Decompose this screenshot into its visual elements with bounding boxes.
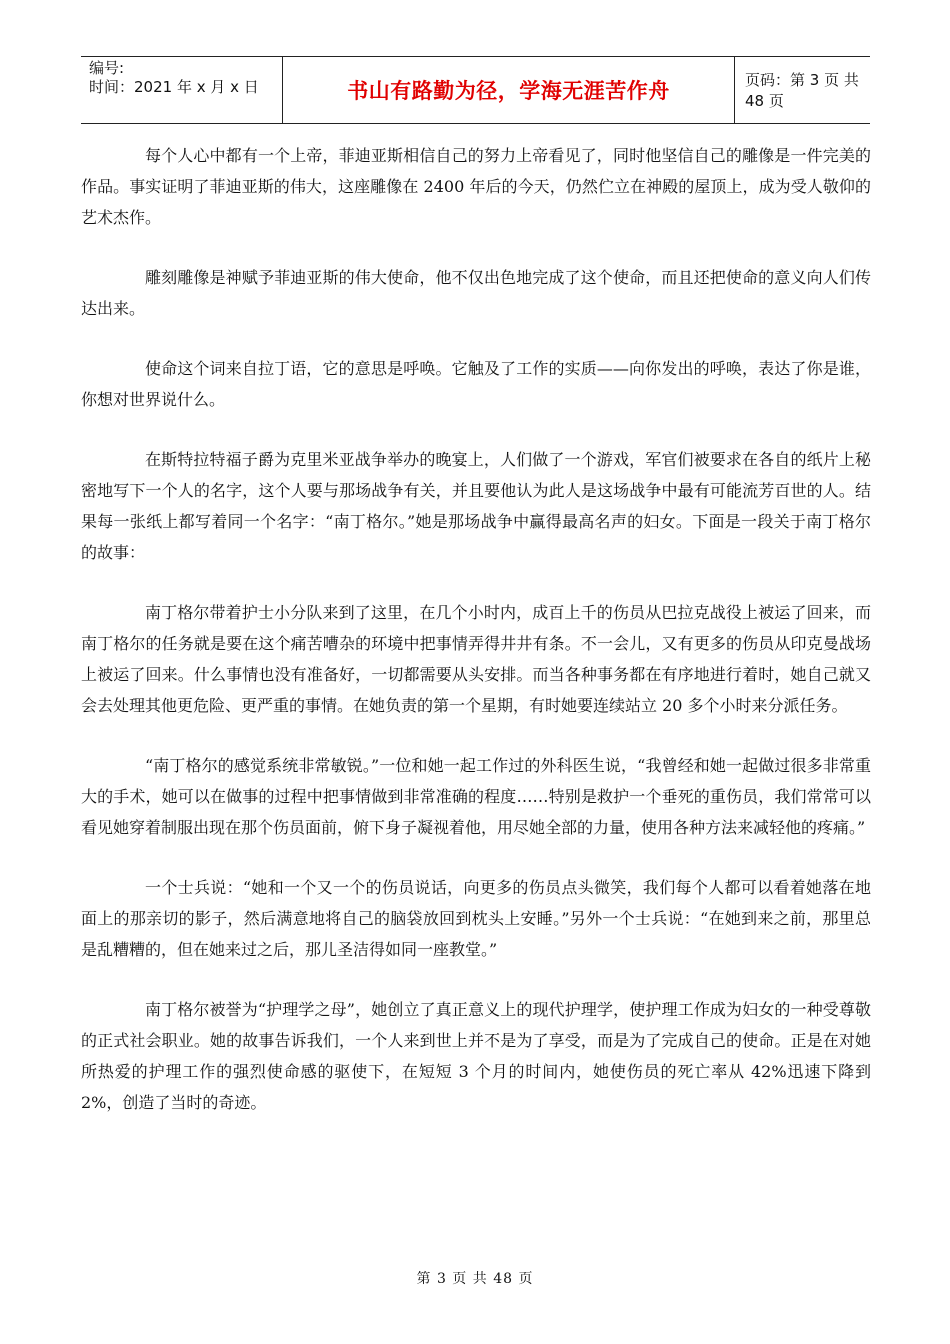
header-page-info: 页码：第 3 页 共 48 页 [745, 71, 859, 110]
document-header [81, 56, 870, 124]
header-meta-cell [81, 57, 283, 123]
body-paragraph: 南丁格尔带着护士小分队来到了这里，在几个小时内，成百上千的伤员从巴拉克战役上被运了回来，而南丁格尔的任务就是要在这个痛苦嘈杂的环境中把事情弄得井井有条。不一会儿，又有更多的伤员从印克曼战场上被运了回来。什么事情也没有准备好，一切都需要从头安排。而当各种事务都在有序地进行着时，她自己就又会去处理其他更危险、更严重的事情。在她负责的第一个星期，有时她要连续站立 20 多个小时来分派任务。 [81, 603, 871, 715]
document-number-label: 编号: [89, 59, 125, 77]
body-paragraph: 一个士兵说：“她和一个又一个的伤员说话，向更多的伤员点头微笑，我们每个人都可以看着她落在地面上的那亲切的影子，然后满意地将自己的脑袋放回到枕头上安睡。”另外一个士兵说：“在她到来之前，那里总是乱糟糟的，但在她来过之后，那儿圣洁得如同一座教堂。” [81, 878, 871, 959]
body-paragraph: “南丁格尔的感觉系统非常敏锐。”一位和她一起工作过的外科医生说，“我曾经和她一起做过很多非常重大的手术，她可以在做事的过程中把事情做到非常准确的程度……特别是救护一个垂死的重伤员，我们常常可以看见她穿着制服出现在那个伤员面前，俯下身子凝视着他，用尽她全部的力量，使用各种方法来减轻他的疼痛。” [81, 756, 871, 837]
body-paragraph: 雕刻雕像是神赋予菲迪亚斯的伟大使命，他不仅出色地完成了这个使命，而且还把使命的意义向人们传达出来。 [81, 268, 871, 318]
page-footer: 第 3 页 共 48 页 [416, 1271, 534, 1287]
body-paragraph: 在斯特拉特福子爵为克里米亚战争举办的晚宴上，人们做了一个游戏，军官们被要求在各自的纸片上秘密地写下一个人的名字，这个人要与那场战争有关，并且要他认为此人是这场战争中最有可能流芳百世的人。结果每一张纸上都写着同一个名字：“南丁格尔。”她是那场战争中赢得最高名声的妇女。下面是一段关于南丁格尔的故事： [81, 450, 871, 562]
header-motto: 书山有路勤为径，学海无涯苦作舟 [347, 79, 670, 103]
header-motto-cell [283, 57, 735, 123]
header-page-cell [735, 57, 870, 123]
document-body [81, 140, 871, 1147]
body-paragraph: 南丁格尔被誉为“护理学之母”，她创立了真正意义上的现代护理学，使护理工作成为妇女的一种受尊敬的正式社会职业。她的故事告诉我们，一个人来到世上并不是为了享受，而是为了完成自己的使命。正是在对她所热爱的护理工作的强烈使命感的驱使下，在短短 3 个月的时间内，她使伤员的死亡率从 42%迅速下降到 2%，创造了当时的奇迹。 [81, 1000, 871, 1112]
body-paragraph: 使命这个词来自拉丁语，它的意思是呼唤。它触及了工作的实质——向你发出的呼唤，表达了你是谁，你想对世界说什么。 [81, 359, 871, 409]
document-date-label: 时间：2021 年 x 月 x 日 [89, 78, 259, 96]
body-paragraph: 每个人心中都有一个上帝，菲迪亚斯相信自己的努力上帝看见了，同时他坚信自己的雕像是一件完美的作品。事实证明了菲迪亚斯的伟大，这座雕像在 2400 年后的今天，仍然伫立在神殿的屋顶上，成为受人敬仰的艺术杰作。 [81, 146, 871, 227]
